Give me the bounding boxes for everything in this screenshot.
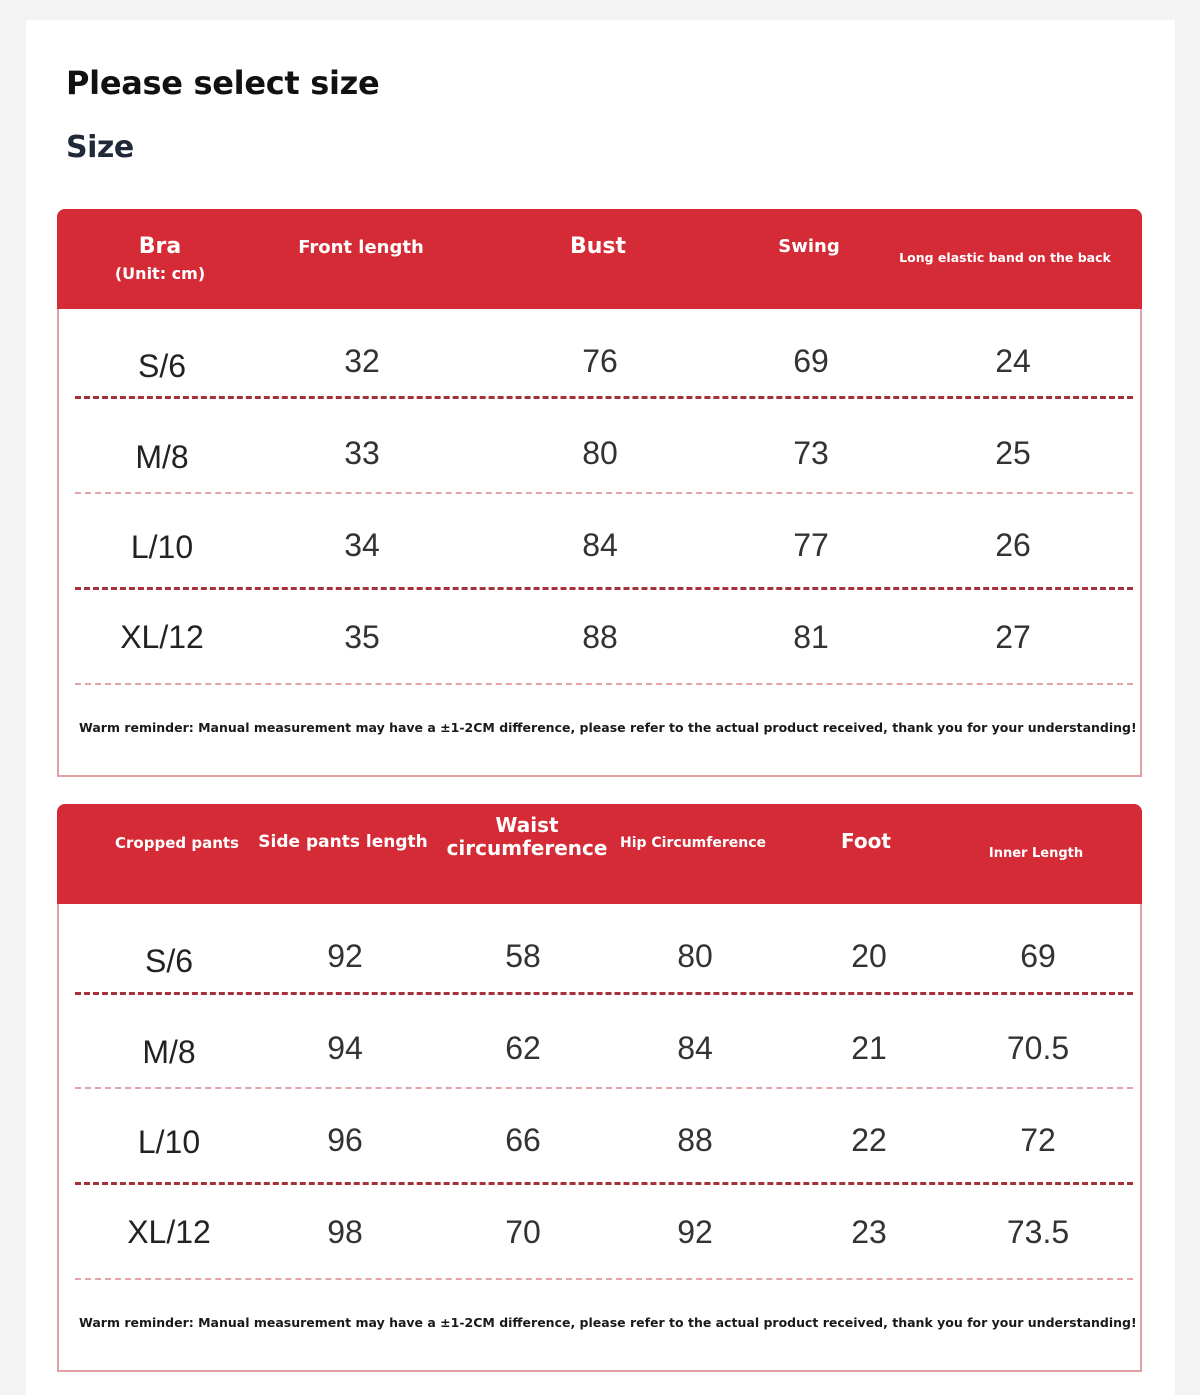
section-title: Size: [66, 130, 134, 165]
bust-cell: 88: [582, 619, 618, 655]
header-front-length: Front length: [298, 237, 424, 258]
pants-size-table: [57, 804, 1142, 1372]
foot-cell: 21: [851, 1030, 887, 1066]
header-unit: (Unit: cm): [114, 264, 206, 284]
header-inner-length: Inner Length: [988, 846, 1084, 861]
swing-cell: 69: [793, 343, 829, 379]
row-divider: [75, 1278, 1133, 1280]
header-side-length: Side pants length: [258, 832, 428, 852]
swing-cell: 73: [793, 435, 829, 471]
waist-cell: 62: [505, 1030, 541, 1066]
back-band-cell: 26: [995, 527, 1031, 563]
hip-cell: 92: [677, 1214, 713, 1250]
row-divider: [75, 492, 1133, 494]
inner-length-cell: 72: [1020, 1122, 1056, 1158]
hip-cell: 84: [677, 1030, 713, 1066]
foot-cell: 20: [851, 938, 887, 974]
back-band-cell: 27: [995, 619, 1031, 655]
inner-length-cell: 70.5: [1006, 1030, 1070, 1066]
bust-cell: 76: [582, 343, 618, 379]
size-cell: M/8: [142, 1034, 196, 1070]
side-length-cell: 96: [327, 1122, 363, 1158]
foot-cell: 22: [851, 1122, 887, 1158]
header-foot: Foot: [841, 829, 891, 853]
side-length-cell: 92: [327, 938, 363, 974]
size-cell: XL/12: [120, 619, 204, 655]
header-waist-line2: circumference: [446, 836, 608, 860]
waist-cell: 70: [505, 1214, 541, 1250]
front-length-cell: 32: [344, 343, 380, 379]
size-cell: L/10: [130, 529, 194, 565]
size-cell: M/8: [135, 439, 189, 475]
swing-cell: 77: [793, 527, 829, 563]
size-cell: XL/12: [127, 1214, 211, 1250]
row-divider: [75, 992, 1133, 995]
row-divider: [75, 1087, 1133, 1089]
size-cell: L/10: [137, 1124, 201, 1160]
warm-reminder: Warm reminder: Manual measurement may have a ±1-2CM difference, please refer to the actual product received, thank you for your understanding!: [79, 720, 1137, 735]
header-waist-line1: Waist: [495, 813, 559, 837]
bust-cell: 80: [582, 435, 618, 471]
back-band-cell: 25: [995, 435, 1031, 471]
back-band-cell: 24: [995, 343, 1031, 379]
row-divider: [75, 1182, 1133, 1185]
side-length-cell: 98: [327, 1214, 363, 1250]
page-title: Please select size: [66, 64, 380, 102]
inner-length-cell: 73.5: [1006, 1214, 1070, 1250]
row-divider: [75, 396, 1133, 399]
row-divider: [75, 683, 1133, 685]
swing-cell: 81: [793, 619, 829, 655]
hip-cell: 88: [677, 1122, 713, 1158]
header-bra: [115, 234, 205, 284]
foot-cell: 23: [851, 1214, 887, 1250]
bra-table-header: [57, 209, 1142, 309]
header-bust: Bust: [569, 234, 627, 259]
size-cell: S/6: [144, 943, 194, 979]
waist-cell: 66: [505, 1122, 541, 1158]
front-length-cell: 33: [344, 435, 380, 471]
header-cropped-pants: Cropped pants: [115, 834, 239, 852]
pants-table-header: [57, 804, 1142, 904]
bra-size-table: [57, 209, 1142, 777]
side-length-cell: 94: [327, 1030, 363, 1066]
inner-length-cell: 69: [1020, 938, 1056, 974]
waist-cell: 58: [505, 938, 541, 974]
front-length-cell: 34: [344, 527, 380, 563]
header-back-band: Long elastic band on the back: [899, 250, 1111, 265]
size-cell: S/6: [137, 348, 187, 384]
front-length-cell: 35: [344, 619, 380, 655]
hip-cell: 80: [677, 938, 713, 974]
header-hip: Hip Circumference: [620, 835, 766, 851]
header-bra-label: Bra: [138, 234, 182, 259]
header-swing: Swing: [778, 236, 840, 257]
bust-cell: 84: [582, 527, 618, 563]
header-waist: [447, 814, 608, 860]
warm-reminder: Warm reminder: Manual measurement may have a ±1-2CM difference, please refer to the actual product received, thank you for your understanding!: [79, 1315, 1137, 1330]
row-divider: [75, 587, 1133, 590]
